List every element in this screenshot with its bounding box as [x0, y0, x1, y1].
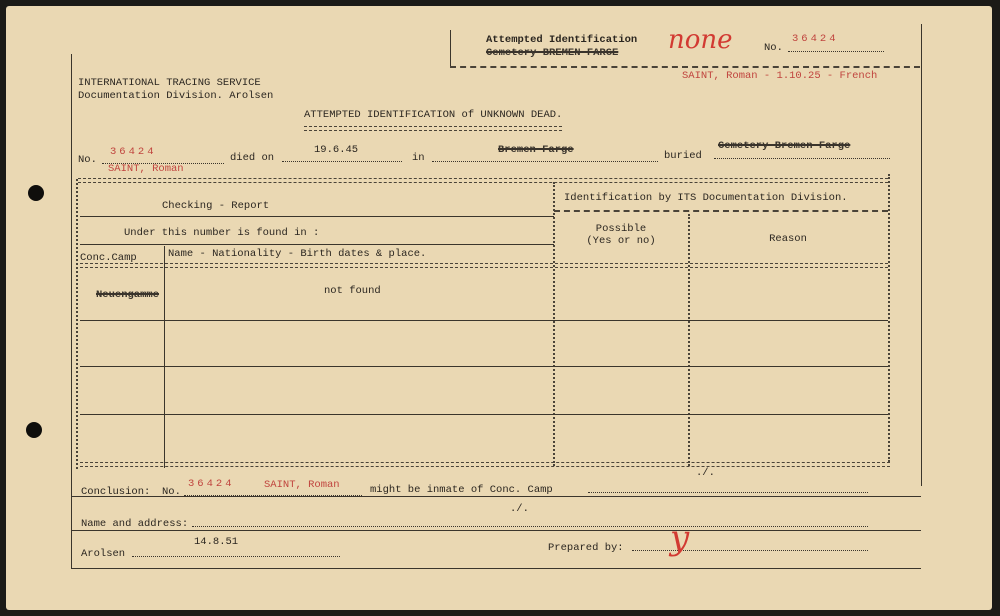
title-underline [304, 126, 562, 131]
row-camp-value: Neuengamme [96, 289, 160, 301]
conclusion-no-label: No. [162, 486, 181, 498]
buried-dots [714, 158, 890, 159]
checking-report-rule [80, 216, 554, 217]
document-title: ATTEMPTED IDENTIFICATION of UNKNOWN DEAD. [304, 109, 563, 121]
conclusion-mark-2: ./. [510, 503, 529, 515]
conclusion-text: might be inmate of Conc. Camp [370, 484, 553, 496]
row-line-3 [80, 414, 888, 415]
table-left-border [76, 179, 78, 469]
checking-report-header: Checking - Report [162, 200, 270, 212]
footer-date: 14.8.51 [194, 536, 239, 548]
arolsen-label: Arolsen [81, 548, 126, 560]
identification-card [6, 6, 992, 610]
header-no-value: 36424 [792, 33, 839, 45]
conclusion-name-value: SAINT, Roman [264, 479, 340, 491]
camp-name-divider [164, 246, 165, 468]
under-number-label: Under this number is found in : [124, 227, 320, 239]
prepared-by-label: Prepared by: [548, 542, 624, 554]
name-address-dots [192, 526, 868, 527]
possible-header: Possible [595, 223, 647, 235]
punch-hole-top [28, 185, 44, 201]
record-no-value: 36424 [110, 146, 157, 158]
table-bottom-border [80, 462, 890, 467]
conclusion-label: Conclusion: [81, 486, 151, 498]
header-no-dots [788, 51, 884, 52]
conclusion-no-value: 36424 [188, 478, 235, 490]
record-name-red: SAINT, Roman [108, 163, 184, 175]
org-line-2: Documentation Division. Arolsen [78, 90, 274, 102]
column-header-rule [80, 263, 888, 268]
frame-right-line [921, 24, 922, 486]
row-details-value: not found [324, 285, 381, 297]
stamp-line-2: Cemetery BREMEN-FARGE [486, 47, 619, 59]
name-address-rule [71, 530, 921, 531]
header-no-label: No. [764, 42, 783, 54]
conclusion-mark-1: ./. [696, 467, 715, 479]
handwritten-none: none [668, 25, 733, 55]
possible-reason-divider [688, 214, 690, 466]
died-on-label: died on [230, 152, 275, 164]
header-person-line: SAINT, Roman - 1.10.25 - French [682, 70, 878, 82]
yes-or-no-header: (Yes or no) [586, 235, 656, 247]
org-line-1: INTERNATIONAL TRACING SERVICE [78, 77, 261, 89]
buried-value: Cemetery Bremen-Farge [718, 140, 851, 152]
table-top-border [78, 178, 888, 183]
conclusion-camp-dots [588, 492, 868, 493]
row-line-1 [80, 320, 888, 321]
stamp-box-left [450, 30, 451, 68]
identification-header: Identification by ITS Documentation Division. [564, 192, 848, 204]
stamp-box-bottom [450, 66, 920, 68]
table-right-border [888, 174, 890, 462]
arolsen-dots [132, 556, 340, 557]
column-name-details: Name - Nationality - Birth dates & place. [168, 248, 427, 260]
under-number-rule [80, 244, 554, 245]
frame-left-line [71, 54, 72, 568]
in-value: Bremen-Farge [498, 144, 574, 156]
record-no-label: No. [78, 154, 97, 166]
prepared-by-dots [632, 550, 868, 551]
died-on-value: 19.6.45 [314, 144, 359, 156]
row-line-2 [80, 366, 888, 367]
died-on-dots [282, 161, 402, 162]
identification-header-rule [554, 210, 888, 212]
in-label: in [412, 152, 425, 164]
prepared-by-signature: y [670, 518, 690, 558]
name-address-label: Name and address: [81, 518, 189, 530]
stamp-line-1: Attempted Identification [486, 34, 638, 46]
column-conc-camp: Conc.Camp [80, 252, 137, 264]
in-dots [432, 161, 658, 162]
buried-label: buried [664, 150, 702, 162]
frame-bottom-line [71, 568, 921, 569]
conclusion-rule [71, 496, 921, 497]
reason-header: Reason [769, 233, 807, 245]
punch-hole-bottom [26, 422, 42, 438]
